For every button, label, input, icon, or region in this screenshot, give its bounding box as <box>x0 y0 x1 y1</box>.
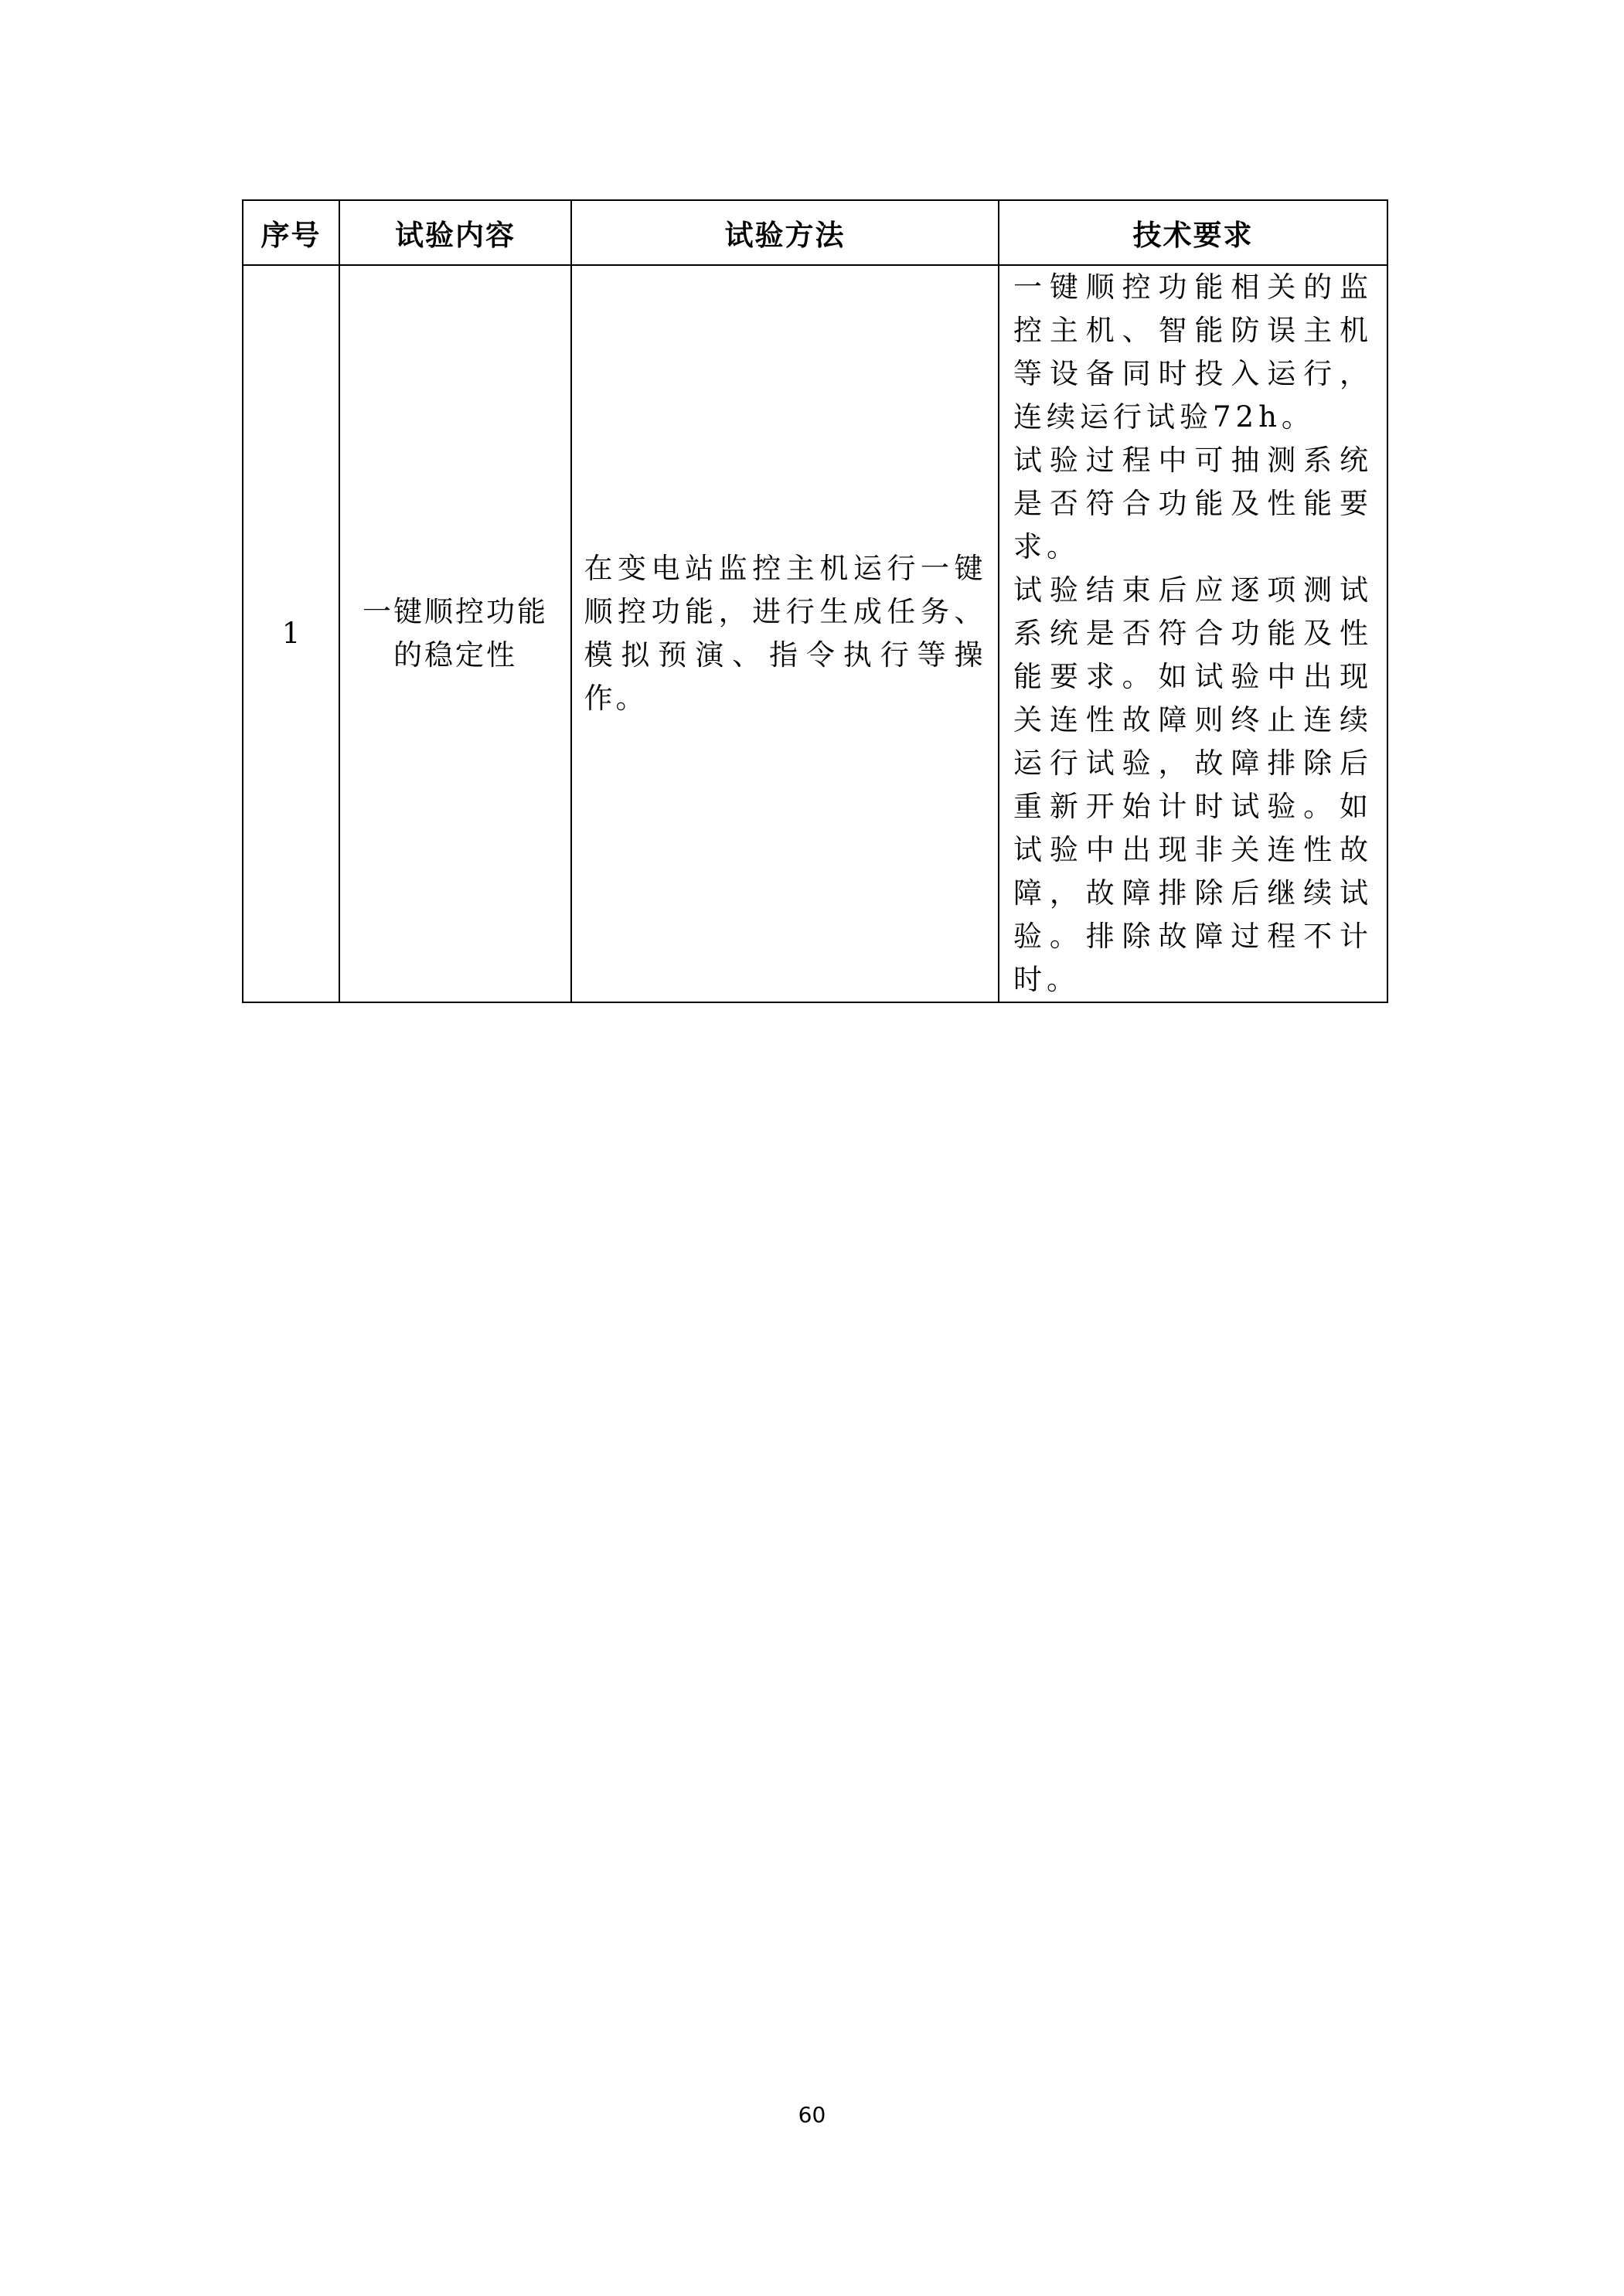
header-index: 序号 <box>243 200 339 265</box>
row-index-cell: 1 <box>243 265 339 1002</box>
header-method: 试验方法 <box>571 200 999 265</box>
row-method-cell <box>571 265 999 1002</box>
table-row <box>243 265 1387 1002</box>
row-content-cell <box>339 265 571 1002</box>
requirement-paragraph: 试验过程中可抽测系统是否符合功能及性能要求。 <box>1013 444 1373 563</box>
requirement-paragraph: 试验结束后应逐项测试系统是否符合功能及性能要求。如试验中出现关连性故障则终止连续运行试验，故障排除后重新开始计时试验。如试验中出现非关连性故障，故障排除后继续试验。排除故障过程不计时。 <box>1013 573 1373 996</box>
row-method-text: 在变电站监控主机运行一键顺控功能，进行生成任务、模拟预演、指令执行等操作。 <box>584 552 986 715</box>
requirement-paragraph: 一键顺控功能相关的监控主机、智能防误主机等设备同时投入运行，连续运行试验72h。 <box>1013 270 1373 434</box>
table-header <box>243 200 1387 265</box>
requirement-text <box>999 266 1387 1002</box>
table-body <box>243 265 1387 1002</box>
row-content-text: 一键顺控功能的稳定性 <box>363 595 548 672</box>
page-number: 60 <box>798 2102 826 2128</box>
header-row <box>243 200 1387 265</box>
test-table <box>242 199 1388 1003</box>
row-requirement-cell <box>999 265 1387 1002</box>
header-content: 试验内容 <box>339 200 571 265</box>
header-requirement: 技术要求 <box>999 200 1387 265</box>
